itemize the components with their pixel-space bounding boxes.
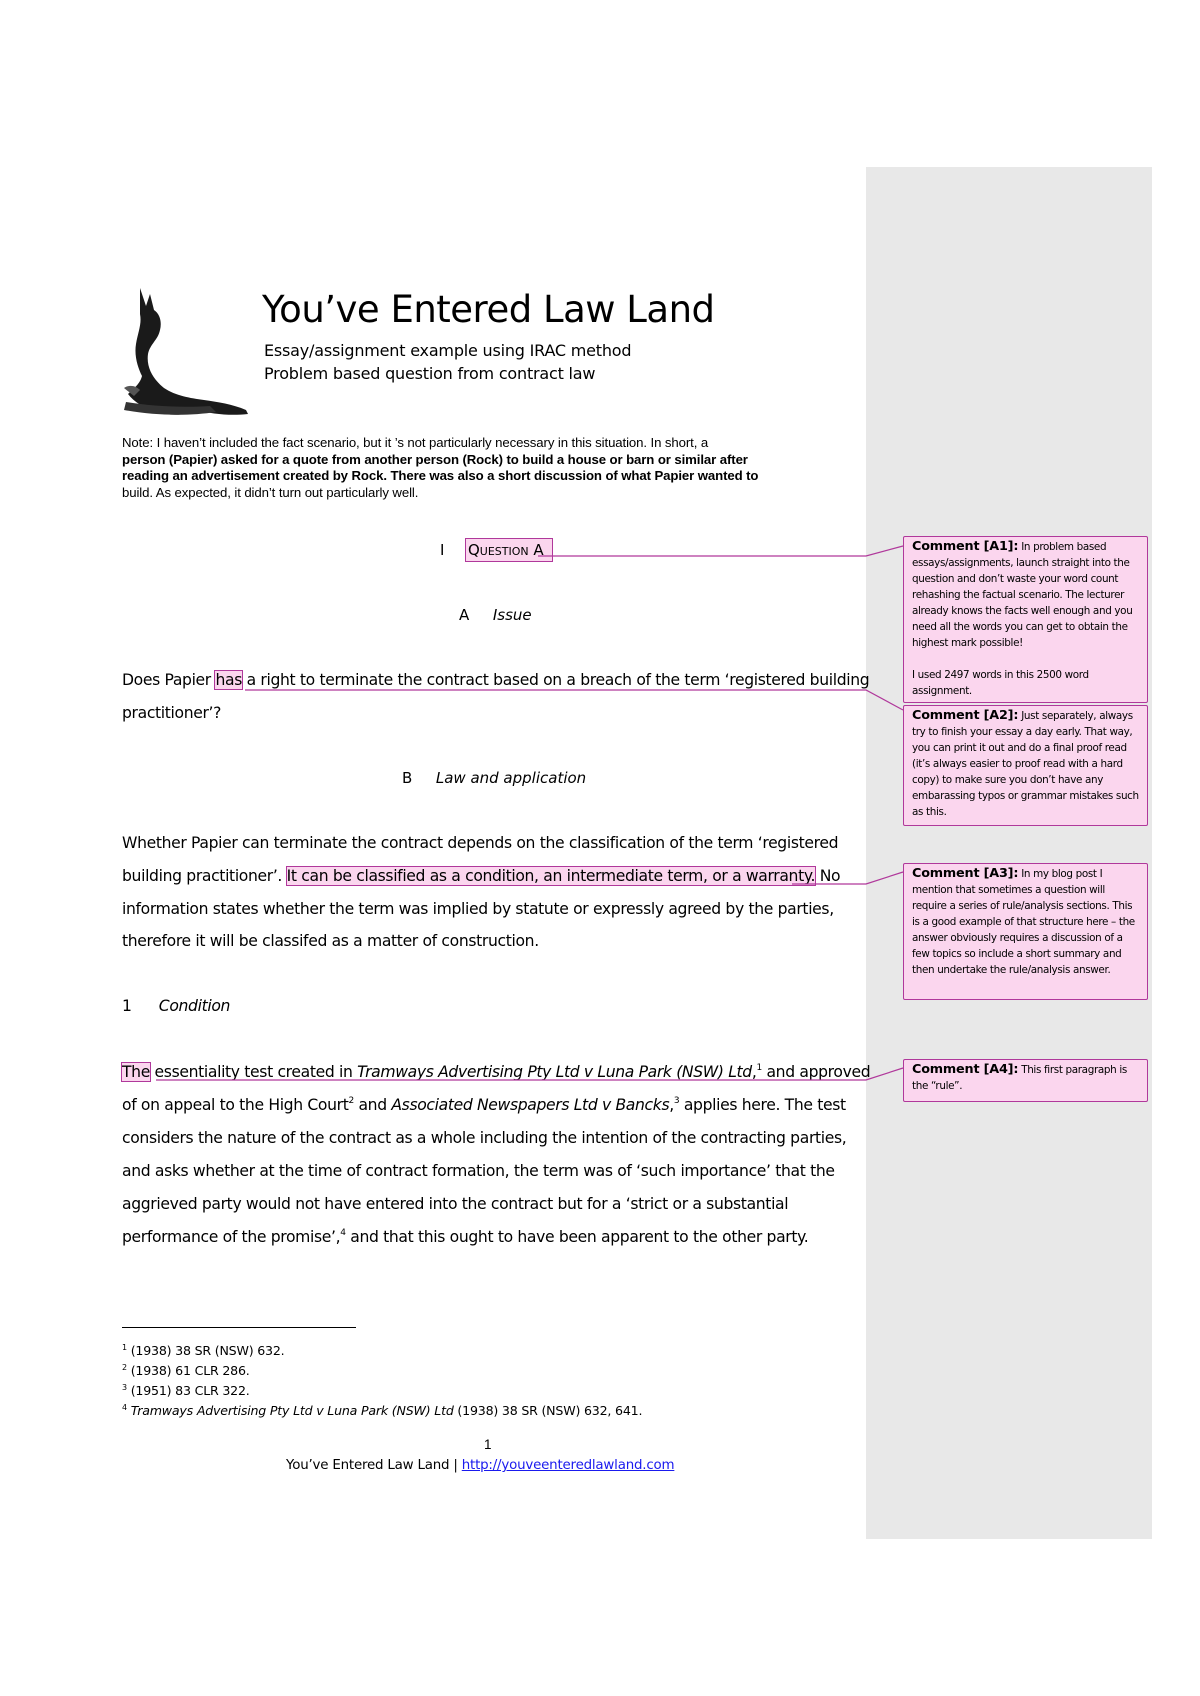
text-span: essentiality test created in [149, 1063, 358, 1081]
issue-line: practitioner’? [122, 704, 222, 722]
footer-site-name: You’ve Entered Law Land | [286, 1458, 462, 1473]
footnote-number: 3 [122, 1383, 127, 1392]
heading-part-title[interactable]: Question A [466, 539, 552, 561]
comment-anchor-a2[interactable]: has [215, 671, 242, 689]
law-line: information states whether the term was implied by statute or expressly agreed by the parties, [122, 900, 834, 918]
footnote-text: (1938) 61 CLR 286. [126, 1363, 250, 1378]
footnote-text: (1938) 38 SR (NSW) 632, 641. [453, 1403, 643, 1418]
document-title: You’ve Entered Law Land [262, 288, 715, 331]
footnote-number: 1 [122, 1343, 127, 1352]
note-line: reading an advertisement created by Rock. There was also a short discussion of what Papier wanted to [122, 468, 759, 484]
comment-body [912, 539, 1141, 651]
connector-a1 [538, 546, 903, 556]
text-span: Does Papier [122, 671, 216, 689]
page-footer [286, 1458, 674, 1473]
heading-number: 1 [122, 997, 132, 1015]
footnote-ref[interactable]: 4 [340, 1228, 346, 1238]
note-line: build. As expected, it didn’t turn out particularly well. [122, 484, 419, 500]
comment-body [912, 1062, 1141, 1094]
comment-balloon-a1[interactable] [903, 536, 1148, 703]
comment-title: Comment [A3]: [912, 866, 1019, 881]
text-span: and that this ought to have been apparent to the other party. [345, 1228, 809, 1246]
fox-logo-icon [120, 284, 250, 418]
heading-condition-title: Condition [158, 997, 231, 1015]
comment-title: Comment [A4]: [912, 1062, 1019, 1077]
footnote [122, 1383, 250, 1398]
comment-balloon-a2[interactable] [903, 705, 1148, 826]
note-paragraph [122, 435, 842, 501]
note-line: person (Papier) asked for a quote from another person (Rock) to build a house or barn or similar after [122, 451, 748, 467]
text-span: applies here. The test [679, 1096, 846, 1114]
markup-pane [866, 167, 1152, 1539]
footnote-text: (1938) 38 SR (NSW) 632. [126, 1343, 285, 1358]
text-span: No [815, 867, 841, 885]
case-citation: Associated Newspapers Ltd v Bancks [391, 1096, 670, 1114]
condition-line: considers the nature of the contract as a whole including the intention of the contracting parties, [122, 1129, 847, 1147]
comment-text: In problem based essays/assignments, launch straight into the question and don’t waste your word count rehashing the factual scenario. The lecturer already knows the facts well enough and you need all the words you can get to obtain the highest mark possible! [912, 541, 1133, 649]
law-line: therefore it will be classifed as a matter of construction. [122, 932, 539, 950]
footnote-number: 4 [122, 1403, 127, 1412]
text-span: building practitioner’. [122, 867, 287, 885]
comment-text: Just separately, always try to finish your essay a day early. That way, you can print it out and do a final proof read (it’s always easier to proof read with a hard copy) to make sure you don’t have any embarassing typos or grammar mistakes such as this. [912, 710, 1139, 818]
heading-part [440, 541, 552, 559]
document-subtitle-2: Problem based question from contract law [264, 364, 596, 383]
law-line: Whether Papier can terminate the contract depends on the classification of the term ‘registered [122, 834, 839, 852]
comment-body [912, 708, 1141, 820]
note-line: Note: I haven’t included the fact scenario, but it ’s not particularly necessary in this situation. In short, a [122, 435, 709, 450]
footnote-number: 2 [122, 1363, 127, 1372]
condition-line: and asks whether at the time of contract formation, the term was of ‘such importance’ that the [122, 1162, 835, 1180]
document-subtitle: Essay/assignment example using IRAC method [264, 341, 632, 360]
text-span: a right to terminate the contract based on a breach of the term ‘registered building [242, 671, 870, 689]
comment-text: In my blog post I mention that sometimes a question will require a series of rule/analysis sections. This is a good example of that structure here – the answer obviously requires a discussion of a few topics so include a short summary and then undertake the rule/analysis answer. [912, 868, 1135, 976]
law-line [122, 867, 840, 885]
case-citation: Tramways Advertising Pty Ltd v Luna Park (NSW) Ltd [357, 1063, 752, 1081]
text-span: performance of the promise’, [122, 1228, 341, 1246]
heading-law [402, 769, 586, 787]
footer-link[interactable]: http://youveenteredlawland.com [461, 1458, 675, 1473]
footnote-ref[interactable]: 3 [673, 1096, 680, 1106]
heading-issue [459, 606, 532, 624]
heading-number: I [440, 541, 445, 559]
comment-balloon-a3[interactable] [903, 863, 1148, 1000]
heading-number: A [459, 606, 470, 624]
footnote-text: (1951) 83 CLR 322. [126, 1383, 250, 1398]
comment-balloon-a4[interactable] [903, 1059, 1148, 1102]
comment-title: Comment [A1]: [912, 539, 1019, 554]
text-span: and [353, 1096, 392, 1114]
heading-law-title: Law and application [435, 769, 587, 787]
comment-body [912, 667, 1141, 699]
footnote [122, 1363, 250, 1378]
heading-issue-title: Issue [492, 606, 532, 624]
comment-anchor-a3[interactable]: It can be classified as a condition, an intermediate term, or a warranty. [286, 867, 816, 885]
comment-body [912, 866, 1141, 978]
heading-number: B [402, 769, 413, 787]
footnote-separator [122, 1327, 356, 1328]
heading-condition [122, 997, 230, 1015]
comment-anchor-a4[interactable]: The [122, 1063, 150, 1081]
text-span: of on appeal to the High Court [122, 1096, 349, 1114]
footnote-ref[interactable]: 2 [348, 1096, 354, 1106]
comment-title: Comment [A2]: [912, 708, 1019, 723]
comment-text: This first paragraph is the “rule”. [912, 1064, 1127, 1092]
footnote [122, 1403, 642, 1418]
footnote-ref[interactable]: 1 [756, 1063, 762, 1073]
condition-line: The essentiality test created in Tramways Advertising Pty Ltd v Luna Park (NSW) Ltd,$^1$ and approved [122, 1063, 871, 1081]
issue-line [122, 671, 869, 689]
condition-line [122, 1228, 808, 1246]
connector-a2 [245, 690, 903, 710]
case-citation: Tramways Advertising Pty Ltd v Luna Park (NSW) Ltd [130, 1403, 454, 1418]
condition-line: aggrieved party would not have entered into the contract but for a ‘strict or a substantial [122, 1195, 789, 1213]
comment-text: I used 2497 words in this 2500 word assignment. [912, 669, 1089, 697]
condition-line: of on appeal to the High Court$^2$ and Associated Newspapers Ltd v Bancks,$^3$ applies here. The test [122, 1096, 846, 1114]
footnote [122, 1343, 285, 1358]
page-number: 1 [484, 1437, 492, 1452]
text-span: and approved [761, 1063, 871, 1081]
